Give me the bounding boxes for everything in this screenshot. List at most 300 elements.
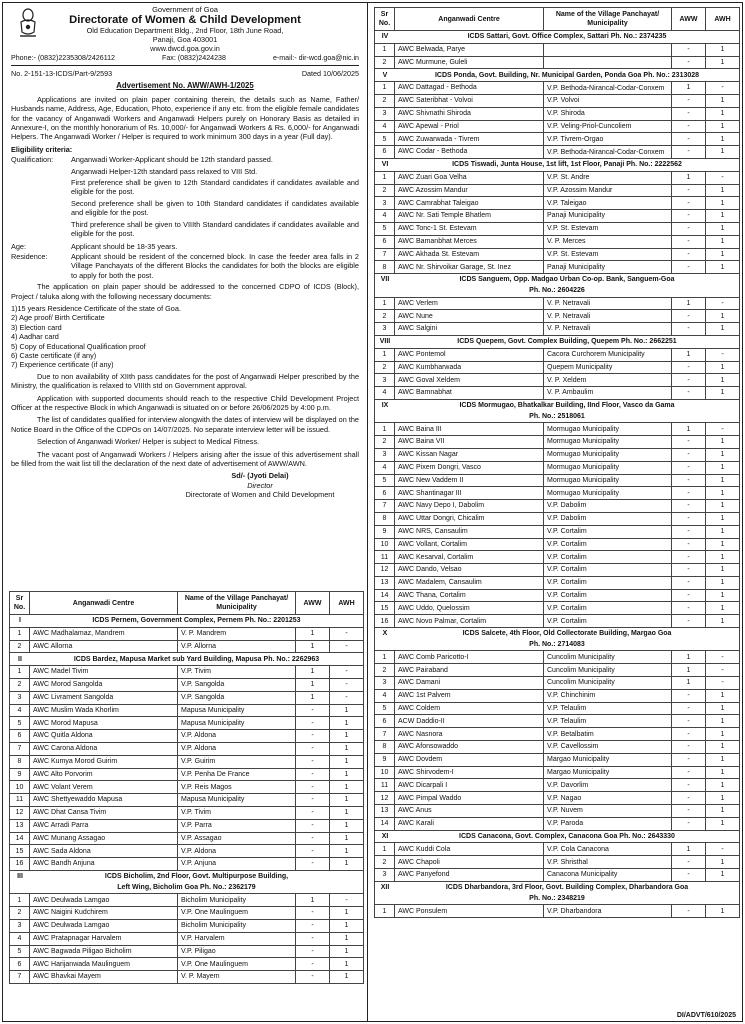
sr-cell: 1 (375, 843, 395, 856)
aww-cell: - (672, 248, 706, 261)
centre-cell: AWC Apewal - Priol (395, 120, 544, 133)
village-cell: V.P. Aldona (178, 742, 296, 755)
village-cell: V.P. Allorna (178, 640, 296, 653)
aww-cell: 1 (296, 640, 330, 653)
aww-cell: - (672, 856, 706, 869)
aww-cell: - (672, 741, 706, 754)
awh-cell: 1 (330, 971, 364, 984)
letter-body (3, 3, 367, 500)
left-column (3, 3, 368, 1021)
table-row (375, 107, 740, 120)
aww-cell: - (672, 56, 706, 69)
awh-cell: - (706, 677, 740, 690)
aww-cell: - (672, 512, 706, 525)
centre-cell: AWC Arradi Parra (30, 819, 178, 832)
awh-cell: 1 (330, 932, 364, 945)
sr-cell: 2 (375, 310, 395, 323)
awh-cell: 1 (706, 766, 740, 779)
aww-cell: - (672, 602, 706, 615)
block-title (375, 31, 740, 44)
contact-row (11, 54, 359, 63)
village-cell: V.P. Tivim (178, 806, 296, 819)
sr-cell: 7 (375, 728, 395, 741)
sr-cell: 3 (375, 677, 395, 690)
aww-cell: 1 (296, 627, 330, 640)
village-cell: Mapusa Municipality (178, 794, 296, 807)
block-title-line: ICDS Tiswadi, Junta House, 1st lift, 1st Floor, Panaji Ph. No.: 2222562 (452, 161, 682, 169)
sr-cell: 4 (375, 387, 395, 400)
centre-cell: AWC Murmune, Guleli (395, 56, 544, 69)
sr-cell: 1 (375, 905, 395, 918)
aww-cell: - (672, 500, 706, 513)
village-cell: V. P. Netravali (544, 323, 672, 336)
table-row (10, 691, 364, 704)
aww-cell: - (296, 806, 330, 819)
aww-cell: - (296, 717, 330, 730)
awh-cell: 1 (706, 525, 740, 538)
sr-cell: 2 (375, 436, 395, 449)
sr-cell: 2 (10, 678, 30, 691)
sr-cell: 7 (375, 248, 395, 261)
document-item: 1)15 years Residence Certificate of the state of Goa. (11, 303, 181, 313)
village-cell: V.P. Piligao (178, 945, 296, 958)
block-phone-line: Ph. No.: 2604226 (529, 287, 585, 295)
table-row (375, 374, 740, 387)
block-number: IV (381, 33, 389, 41)
aww-cell: - (672, 448, 706, 461)
village-cell: V.P. Sangolda (178, 678, 296, 691)
awh-cell: 1 (330, 730, 364, 743)
table-row (10, 845, 364, 858)
aww-cell: - (672, 235, 706, 248)
awh-cell: 1 (706, 869, 740, 882)
sr-cell: 5 (10, 945, 30, 958)
centre-cell: AWC Sateribhat - Volvoi (395, 94, 544, 107)
table-row (375, 615, 740, 628)
awh-cell: 1 (706, 817, 740, 830)
letterhead (11, 5, 359, 63)
table-row (375, 779, 740, 792)
awh-cell: 1 (330, 742, 364, 755)
awh-cell: 1 (330, 768, 364, 781)
sr-cell: 5 (375, 133, 395, 146)
table-row (375, 133, 740, 146)
awh-cell: 1 (706, 248, 740, 261)
table-row (375, 120, 740, 133)
block-title (375, 274, 740, 297)
qualification-line: Anganwadi Worker-Applicant should be 12th standard passed. (71, 155, 273, 165)
block-header-row (375, 335, 740, 348)
village-cell: V. P. Netravali (544, 310, 672, 323)
awh-cell: 1 (330, 845, 364, 858)
aww-cell: 1 (672, 171, 706, 184)
table-row (375, 741, 740, 754)
table-row (375, 361, 740, 374)
table-row (10, 730, 364, 743)
awh-cell: 1 (706, 474, 740, 487)
sr-cell: 4 (10, 704, 30, 717)
aww-cell: - (296, 907, 330, 920)
block-title (375, 399, 740, 422)
village-cell: V.P. Harvalem (178, 932, 296, 945)
sr-cell: 10 (10, 781, 30, 794)
table-row (10, 755, 364, 768)
block-header-row (10, 615, 364, 628)
sr-cell: 15 (10, 845, 30, 858)
submission-paragraph: Application with supported documents should reach to the respective Child Development Project Officer at the respective Block in which Anganwadi is situated on or before 26/06/2025 by 4:00 p.m. (11, 393, 359, 412)
qualification-line: Second preference shall be given to 10th Standard candidates if candidates available and eligible for the post. (71, 198, 359, 218)
village-cell: V.P. Cortalim (544, 525, 672, 538)
block-header-row (375, 31, 740, 44)
block-title-line: ICDS Quepem, Govt. Complex Building, Quepem Ph. No.: 2662251 (457, 338, 677, 346)
awh-cell: 1 (706, 500, 740, 513)
table-row (10, 717, 364, 730)
centre-cell: AWC Ponsulem (395, 905, 544, 918)
age-label: Age: (11, 241, 27, 251)
village-cell: V.P. Sangolda (178, 691, 296, 704)
centre-cell: AWC Damani (395, 677, 544, 690)
block-title-line: ICDS Canacona, Govt. Complex, Canacona Goa Ph. No.: 2643330 (459, 832, 675, 840)
village-cell: Canacona Municipality (544, 869, 672, 882)
table-row (375, 387, 740, 400)
sr-cell: 4 (375, 210, 395, 223)
village-cell: V.P. Shiroda (544, 107, 672, 120)
sr-cell: 16 (10, 858, 30, 871)
residence-label: Residence: (11, 251, 48, 261)
block-title-line: ICDS Pernem, Government Complex, Pernem Ph. No.: 2201253 (92, 617, 301, 625)
aww-cell: 1 (672, 651, 706, 664)
centre-cell: AWC Pontemol (395, 348, 544, 361)
centre-cell: AWC Nune (395, 310, 544, 323)
table-header-row (375, 8, 740, 31)
block-title-line: ICDS Bardez, Mapusa Market sub Yard Building, Mapusa Ph. No.: 2262963 (73, 655, 320, 663)
awh-cell: 1 (706, 805, 740, 818)
block-number: VI (381, 161, 389, 169)
aww-cell: - (672, 210, 706, 223)
awh-cell: 1 (706, 728, 740, 741)
village-cell: V. P. Mandrem (178, 627, 296, 640)
awh-cell: 1 (706, 905, 740, 918)
sr-cell: 6 (10, 730, 30, 743)
aww-cell: 1 (296, 666, 330, 679)
table-row (375, 423, 740, 436)
aww-cell: - (672, 869, 706, 882)
centre-cell: AWC Pratapnagar Harvalem (30, 932, 178, 945)
centre-cell: AWC Naigini Kudchirem (30, 907, 178, 920)
village-cell: Cuncolim Municipality (544, 664, 672, 677)
table-row (375, 843, 740, 856)
aww-cell: - (296, 832, 330, 845)
centre-cell: ACW Daddio-II (395, 715, 544, 728)
aww-cell: 1 (296, 691, 330, 704)
centre-cell: AWC Vollant, Cortalim (395, 538, 544, 551)
signatory-designation: Director (247, 480, 273, 490)
awh-cell: 1 (330, 832, 364, 845)
village-cell: V.P. Nuvem (544, 805, 672, 818)
village-cell: V.P. Shristhal (544, 856, 672, 869)
centre-cell: AWC Codar - Bethoda (395, 146, 544, 159)
medical-paragraph: Selection of Anganwadi Worker/ Helper is subject to Medical Fitness. (37, 437, 260, 447)
centre-cell: AWC Nr. Sati Temple Bhatlem (395, 210, 544, 223)
table-row (375, 197, 740, 210)
block-number: X (382, 630, 388, 638)
village-cell: V.P. St. Andre (544, 171, 672, 184)
centre-cell: AWC Kissan Nagar (395, 448, 544, 461)
awh-cell: 1 (330, 907, 364, 920)
centre-cell: AWC 1st Palvem (395, 689, 544, 702)
centre-cell: AWC Zuari Goa Velha (395, 171, 544, 184)
awh-cell: 1 (330, 806, 364, 819)
aww-cell: - (296, 971, 330, 984)
table-row (10, 742, 364, 755)
aww-cell: 1 (672, 423, 706, 436)
awh-cell: 1 (706, 715, 740, 728)
centre-cell: AWC Novo Palmar, Cortalim (395, 615, 544, 628)
header-centre: Anganwadi Centre (30, 592, 178, 615)
sr-cell: 1 (375, 43, 395, 56)
aww-cell: - (672, 387, 706, 400)
sr-cell: 10 (375, 766, 395, 779)
centre-cell: AWC Goval Xeldem (395, 374, 544, 387)
sr-cell: 13 (375, 805, 395, 818)
village-cell: V.P. Cortalim (544, 589, 672, 602)
fax: Fax: (0832)2424238 (162, 54, 226, 62)
centre-cell: AWC Comb Paricotto-I (395, 651, 544, 664)
block-title (375, 881, 740, 904)
centre-cell: AWC Madalem, Cansaulim (395, 576, 544, 589)
centre-cell: AWC Dando, Velsao (395, 564, 544, 577)
sr-cell: 1 (10, 666, 30, 679)
sr-cell: 16 (375, 615, 395, 628)
vacancy-table-left (9, 591, 364, 984)
village-cell: V.P. Tivim (178, 666, 296, 679)
awh-cell: - (706, 651, 740, 664)
centre-cell: AWC New Vaddem II (395, 474, 544, 487)
centre-cell: AWC Thana, Cortalim (395, 589, 544, 602)
aww-cell: - (296, 919, 330, 932)
header-sr: Sr No. (375, 8, 395, 31)
table-row (375, 235, 740, 248)
village-cell: V.P. Cortalim (544, 576, 672, 589)
awh-cell: - (330, 640, 364, 653)
village-cell: V.P. Assagao (178, 832, 296, 845)
table-row (375, 261, 740, 274)
sr-cell: 7 (375, 500, 395, 513)
sr-cell: 4 (10, 932, 30, 945)
centre-cell: AWC Karali (395, 817, 544, 830)
sr-cell: 2 (375, 856, 395, 869)
village-cell: V. P. Ambaulim (544, 387, 672, 400)
village-cell: V.P. Paroda (544, 817, 672, 830)
right-column (370, 3, 742, 1021)
table-row (375, 702, 740, 715)
block-number: II (18, 655, 22, 663)
village-cell: V.P. Davorlim (544, 779, 672, 792)
village-cell: Panaji Municipality (544, 261, 672, 274)
block-phone-line: Ph. No.: 2348219 (529, 895, 585, 903)
centre-cell: AWC Livrament Sangolda (30, 691, 178, 704)
village-cell: Mormugao Municipality (544, 436, 672, 449)
aww-cell: - (672, 805, 706, 818)
awh-cell: 1 (706, 702, 740, 715)
sr-cell: 7 (10, 742, 30, 755)
address-line-2: Panaji, Goa 403001 (152, 35, 218, 44)
centre-cell: AWC Anus (395, 805, 544, 818)
awh-cell: 1 (706, 133, 740, 146)
sr-cell: 1 (375, 82, 395, 95)
block-title (375, 335, 740, 348)
aww-cell: - (672, 779, 706, 792)
block-title-line: ICDS Sattari, Govt. Office Complex, Sattari Ph. No.: 2374235 (467, 33, 667, 41)
aww-cell: - (672, 615, 706, 628)
awh-cell: 1 (706, 589, 740, 602)
header-awh: AWH (330, 592, 364, 615)
village-cell: V.P. One Maulinguem (178, 907, 296, 920)
village-cell: V. P. Xeldem (544, 374, 672, 387)
centre-cell: AWC Nasnora (395, 728, 544, 741)
sr-cell: 1 (375, 348, 395, 361)
awh-cell: 1 (706, 56, 740, 69)
footer-reference: DI/ADVT/610/2025 (676, 1012, 736, 1019)
centre-cell: AWC Madhalamaz, Mandrem (30, 627, 178, 640)
block-header-row (375, 274, 740, 297)
village-cell: V.P. Parra (178, 819, 296, 832)
block-title-line: ICDS Dharbandora, 3rd Floor, Govt. Building Complex, Dharbandora Goa (445, 883, 689, 891)
village-cell: V.P. Cortalim (544, 551, 672, 564)
aww-cell: - (672, 361, 706, 374)
document-item: 4) Aadhar card (11, 332, 59, 342)
sr-cell: 6 (10, 958, 30, 971)
awh-cell: 1 (706, 753, 740, 766)
aww-cell: - (296, 730, 330, 743)
village-cell: V.P. St. Estevam (544, 248, 672, 261)
aww-cell: - (672, 905, 706, 918)
table-row (375, 297, 740, 310)
table-row (375, 461, 740, 474)
awh-cell: - (706, 843, 740, 856)
aww-cell: - (672, 715, 706, 728)
sr-cell: 8 (375, 741, 395, 754)
table-header-row (10, 592, 364, 615)
aww-cell: - (672, 753, 706, 766)
sr-cell: 9 (375, 525, 395, 538)
village-cell: V.P. Veling-Priol-Cuncoliem (544, 120, 672, 133)
village-cell (544, 43, 672, 56)
village-cell: V.P. One Maulinguem (178, 958, 296, 971)
sr-cell: 11 (375, 551, 395, 564)
village-cell: V.P. Azossim Mandur (544, 184, 672, 197)
awh-cell: - (706, 423, 740, 436)
awh-cell: 1 (706, 448, 740, 461)
centre-cell: AWC Dovdem (395, 753, 544, 766)
centre-cell: AWC Kumya Morod Guirim (30, 755, 178, 768)
aww-cell: - (672, 474, 706, 487)
awh-cell: - (330, 627, 364, 640)
table-row (375, 856, 740, 869)
centre-cell: AWC Panyefond (395, 869, 544, 882)
awh-cell: 1 (706, 323, 740, 336)
centre-cell: AWC Kesarval, Cortalim (395, 551, 544, 564)
awh-cell: 1 (706, 779, 740, 792)
centre-cell: AWC Deulwada Lamgao (30, 894, 178, 907)
village-cell: V.P. St. Estevam (544, 222, 672, 235)
block-number: XII (380, 883, 390, 891)
centre-cell: AWC Bhavkai Mayem (30, 971, 178, 984)
awh-cell: 1 (330, 819, 364, 832)
aww-cell: 1 (296, 678, 330, 691)
aww-cell: - (296, 958, 330, 971)
village-cell: Quepem Municipality (544, 361, 672, 374)
sr-cell: 3 (375, 869, 395, 882)
aww-cell: - (672, 43, 706, 56)
table-row (10, 907, 364, 920)
block-title (375, 628, 740, 651)
block-number: VIII (379, 338, 391, 346)
table-row (375, 436, 740, 449)
centre-cell: AWC Muslim Wada Khorlim (30, 704, 178, 717)
header-aww: AWW (296, 592, 330, 615)
village-cell: V.P. Dharbandora (544, 905, 672, 918)
sr-cell: 6 (375, 487, 395, 500)
centre-cell: AWC Alto Porvorim (30, 768, 178, 781)
block-title (375, 69, 740, 82)
table-row (10, 666, 364, 679)
centre-cell: AWC Munang Assagao (30, 832, 178, 845)
sr-cell: 5 (375, 474, 395, 487)
village-cell: V.P. Telaulim (544, 715, 672, 728)
sr-cell: 1 (10, 894, 30, 907)
sr-cell: 9 (375, 753, 395, 766)
village-cell: Bicholim Municipality (178, 894, 296, 907)
header-centre: Anganwadi Centre (395, 8, 544, 31)
awh-cell: 1 (706, 538, 740, 551)
village-cell: V.P. Telaulim (544, 702, 672, 715)
table-row (10, 858, 364, 871)
centre-cell: AWC Salgini (395, 323, 544, 336)
sr-cell: 11 (10, 794, 30, 807)
aww-cell: 1 (672, 677, 706, 690)
qualification-line: Third preference shall be given to VIIIth Standard candidates if candidates available and eligible for the post. (71, 219, 359, 239)
aww-cell: - (672, 817, 706, 830)
table-row (375, 677, 740, 690)
sr-cell: 4 (375, 461, 395, 474)
aww-cell: 1 (672, 348, 706, 361)
aww-cell: - (296, 819, 330, 832)
vacancy-table-right (374, 7, 740, 918)
centre-cell: AWC Dicarpali I (395, 779, 544, 792)
centre-cell: AWC Zuwarwada - Tivrem (395, 133, 544, 146)
centre-cell: AWC Madel Tivim (30, 666, 178, 679)
age-text: Applicant should be 18-35 years. (71, 241, 178, 251)
header-village: Name of the Village Panchayat/ Municipality (544, 8, 672, 31)
awh-cell: - (330, 894, 364, 907)
aww-cell: - (296, 858, 330, 871)
centre-cell: AWC Bamnabhat (395, 387, 544, 400)
centre-cell: AWC Shivnathi Shiroda (395, 107, 544, 120)
table-row (375, 689, 740, 702)
table-row (10, 768, 364, 781)
centre-cell: AWC Afonsowaddo (395, 741, 544, 754)
table-row (375, 564, 740, 577)
sr-cell: 2 (10, 907, 30, 920)
block-number: V (382, 71, 388, 79)
village-cell: Margao Municipality (544, 753, 672, 766)
aww-cell: - (672, 525, 706, 538)
table-row (375, 94, 740, 107)
sr-cell: 2 (375, 94, 395, 107)
block-title (10, 653, 364, 666)
centre-cell: AWC Allorna (30, 640, 178, 653)
